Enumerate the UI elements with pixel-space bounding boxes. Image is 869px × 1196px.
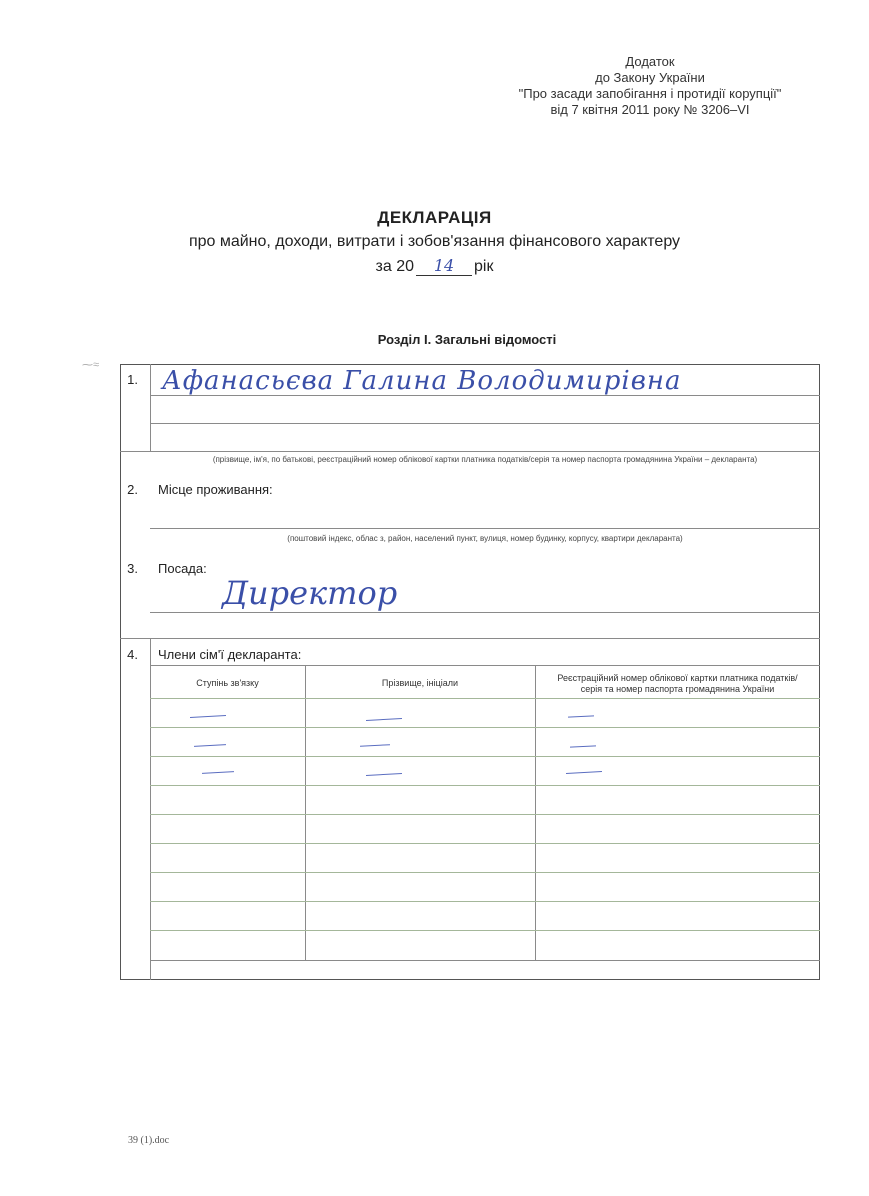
table-row-line	[150, 785, 820, 786]
appendix-line-4: від 7 квітня 2011 року № 3206–VI	[550, 102, 750, 117]
table-row-line	[150, 698, 820, 699]
field-3-number: 3.	[127, 561, 138, 576]
margin-mark: ⁓≈	[82, 359, 100, 371]
field-2-label: Місце проживання:	[158, 482, 273, 497]
table-row-line	[150, 814, 820, 815]
table-row-line	[150, 843, 820, 844]
appendix-line-3: "Про засади запобігання і протидії корупції"	[518, 86, 782, 101]
table-top	[150, 665, 820, 666]
field-3-position: Директор	[222, 574, 398, 612]
declaration-subtitle: про майно, доходи, витрати і зобов'язання фінансового характеру	[188, 233, 681, 250]
appendix-line-2: до Закону України	[595, 70, 705, 85]
table-row-line	[150, 901, 820, 902]
field-1-fullname: Афанасьєва Галина Володимирівна	[162, 366, 682, 396]
field-2-line	[150, 528, 820, 529]
header-id	[535, 673, 820, 695]
header-relation: Ступінь зв'язку	[196, 678, 259, 688]
table-bottom	[150, 960, 820, 961]
appendix-note	[470, 54, 830, 118]
field-1-divider	[150, 364, 151, 452]
field-2-caption: (поштовий індекс, облас з, район, населений пункт, вулиця, номер будинку, корпусу, квартири декларанта)	[287, 534, 683, 543]
year-prefix: за 20	[375, 258, 415, 275]
table-row-line	[150, 872, 820, 873]
declaration-year	[0, 256, 869, 276]
field-4-label: Члени сім'ї декларанта:	[158, 647, 302, 662]
table-row-line	[150, 756, 820, 757]
field-1-number: 1.	[127, 372, 138, 387]
appendix-line-1: Додаток	[625, 54, 675, 69]
field-2-number: 2.	[127, 482, 138, 497]
footer-filename: 39 (1).doc	[128, 1135, 170, 1146]
header-id-line-1: Реєстраційний номер облікової картки платника податків/	[557, 673, 798, 683]
field-3-line	[150, 612, 820, 613]
field-3-label: Посада:	[158, 561, 207, 576]
field-1-bottom	[120, 451, 820, 452]
field-1-line-2	[150, 423, 820, 424]
header-name: Прізвище, ініціали	[381, 678, 459, 688]
field-1-line-1	[150, 395, 820, 396]
table-row-line	[150, 727, 820, 728]
field-4-divider	[150, 638, 151, 980]
year-suffix: рік	[474, 258, 494, 275]
table-col-divider-1	[305, 665, 306, 961]
section-title: Розділ I. Загальні відомості	[377, 332, 557, 347]
field-3-bottom	[120, 638, 820, 639]
table-row-line	[150, 930, 820, 931]
header-id-line-2: серія та номер паспорта громадянина України	[580, 684, 775, 694]
field-1-caption: (прізвище, ім'я, по батькові, реєстраційний номер облікової картки платника податків/серія та номер паспорта громадянина України – декларанта)	[212, 455, 758, 464]
field-4-number: 4.	[127, 647, 138, 662]
declaration-title: ДЕКЛАРАЦІЯ	[377, 208, 492, 227]
table-col-divider-2	[535, 665, 536, 961]
year-handwritten: 14	[416, 256, 472, 276]
